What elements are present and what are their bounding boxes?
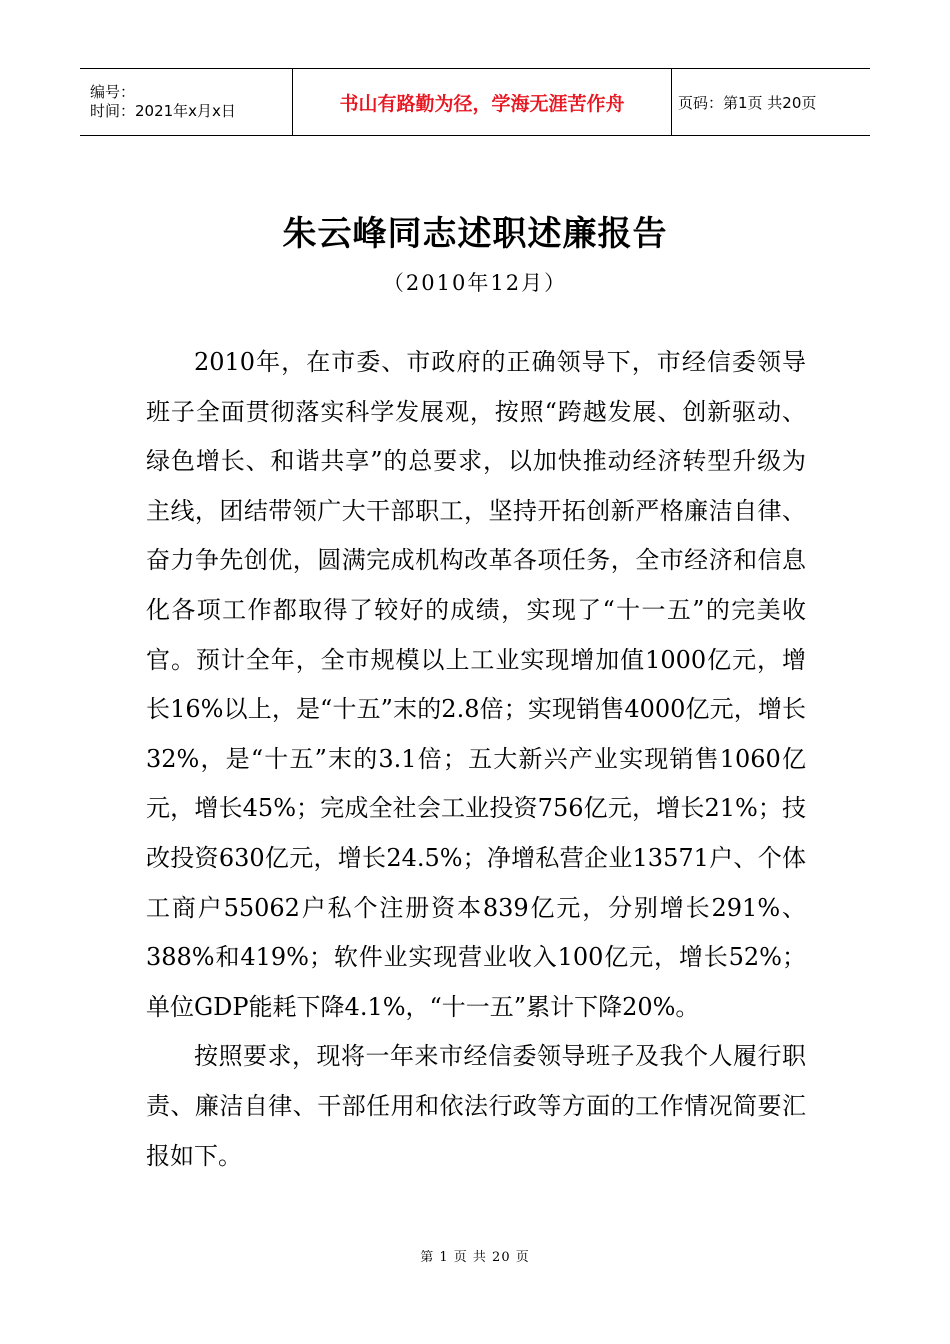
document-title: 朱云峰同志述职述廉报告 (282, 214, 668, 254)
document-body (146, 338, 806, 1181)
number-label: 编号： (90, 83, 136, 101)
header-table (80, 68, 870, 136)
header-meta-cell (80, 69, 293, 136)
time-label: 时间：2021年x月x日 (90, 102, 236, 120)
page-footer: 第 1 页 共 20 页 (420, 1250, 530, 1265)
motto-cell (293, 69, 672, 136)
paragraph: 按照要求，现将一年来市经信委领导班子及我个人履行职责、廉洁自律、干部任用和依法行政等方面的工作情况简要汇报如下。 (146, 1042, 806, 1170)
paragraph: 2010年，在市委、市政府的正确领导下，市经信委领导班子全面贯彻落实科学发展观，按照“跨越发展、创新驱动、绿色增长、和谐共享”的总要求，以加快推动经济转型升级为主线，团结带领广大干部职工，坚持开拓创新严格廉洁自律、奋力争先创优，圆满完成机构改革各项任务，全市经济和信息化各项工作都取得了较好的成绩，实现了“十一五”的完美收官。预计全年，全市规模以上工业实现增加值1000亿元，增长16%以上，是“十五”末的2.8倍；实现销售4000亿元，增长32%，是“十五”末的3.1倍；五大新兴产业实现销售1060亿元，增长45%；完成全社会工业投资756亿元，增长21%；技改投资630亿元，增长24.5%；净增私营企业13571户、个体工商户55062户私个注册资本839亿元，分别增长291%、388%和419%；软件业实现营业收入100亿元，增长52%；单位GDP能耗下降4.1%，“十一五”累计下降20%。 (146, 348, 806, 1021)
page-info-text: 页码：第1页 共20页 (678, 93, 817, 112)
motto-text: 书山有路勤为径，学海无涯苦作舟 (339, 92, 625, 115)
document-date: （2010年12月） (382, 271, 568, 295)
page-info-cell (672, 69, 871, 136)
